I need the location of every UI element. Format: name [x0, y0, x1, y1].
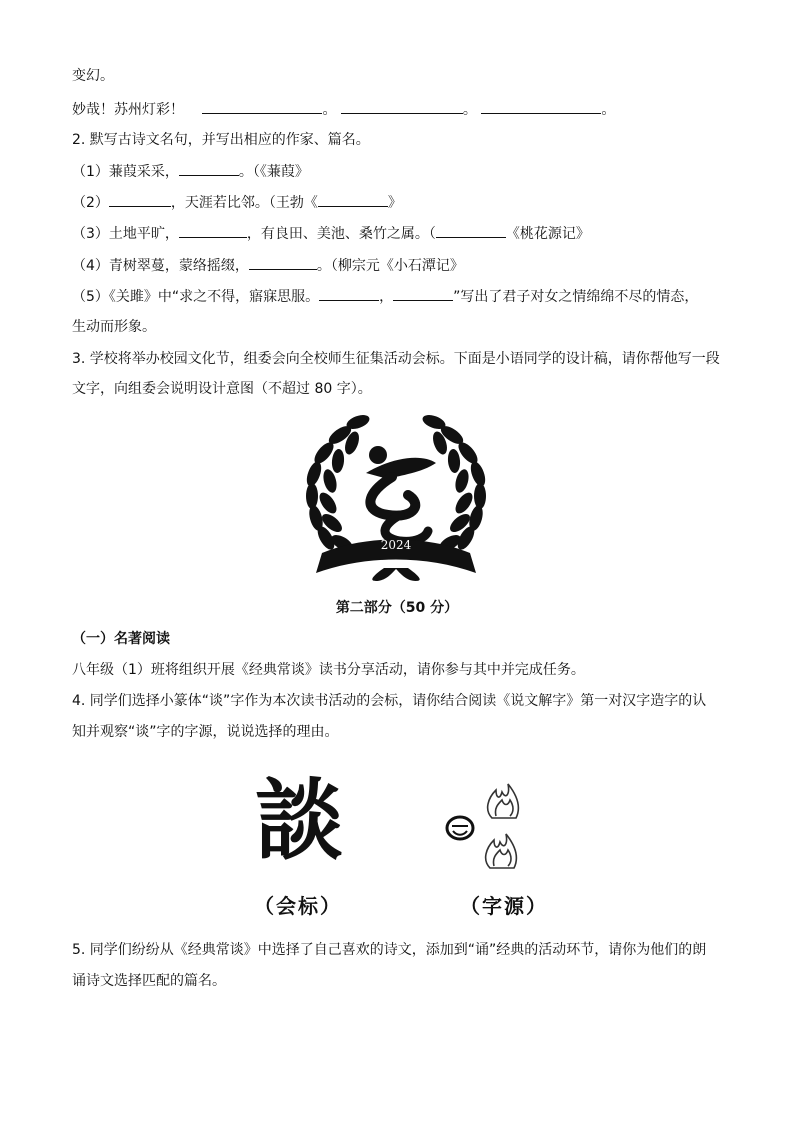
q2-item5-text: ”写出了君子对女之情绵绵不尽的情态， — [453, 289, 699, 305]
text-line — [72, 192, 402, 213]
text-line — [72, 971, 226, 991]
answer-blank[interactable] — [179, 161, 239, 176]
q3-line2: 文字，向组委会说明设计意图（不超过 80 字）。 — [72, 381, 372, 397]
mouth-icon — [447, 817, 473, 839]
caption-left — [254, 890, 342, 919]
question-title — [72, 940, 706, 960]
answer-blank[interactable] — [341, 99, 463, 114]
fire-icon — [486, 784, 519, 868]
text-line — [72, 255, 464, 276]
caption-right — [460, 890, 548, 919]
seal-character — [254, 765, 344, 875]
punctuation: 。 — [462, 102, 477, 118]
answer-blank[interactable] — [249, 255, 317, 270]
answer-blank[interactable] — [318, 192, 388, 207]
q2-item3-text: ，有良田、美池、桑竹之属。（ — [246, 226, 436, 242]
q2-title: 2. 默写古诗文名句，并写出相应的作家、篇名。 — [72, 132, 370, 148]
character-origin-image — [444, 770, 534, 880]
section-heading — [72, 629, 170, 649]
q2-item5-text: （5）《关雎》中“求之不得，寤寐思服。 — [72, 289, 320, 305]
q5-line1: 5. 同学们纷纷从《经典常谈》中选择了自己喜欢的诗文，添加到“诵”经典的活动环节，请你为他们的朗 — [72, 942, 707, 958]
q2-item1-text: （1）蒹葭采采， — [72, 164, 179, 180]
q2-item1-text: 。（《蒹葭》 — [238, 164, 309, 180]
q1-line-end: 变幻。 — [72, 68, 114, 84]
laurel-wreath-logo — [296, 403, 496, 583]
answer-blank[interactable] — [481, 99, 601, 114]
text-line — [72, 161, 309, 182]
answer-blank[interactable] — [179, 223, 247, 238]
punctuation: 。 — [322, 102, 337, 118]
part-title — [0, 597, 794, 617]
answer-blank[interactable] — [436, 223, 506, 238]
q4-line1: 4. 同学们选择小篆体“谈”字作为本次读书活动的会标，请你结合阅读《说文解字》第一对汉字造字的认 — [72, 693, 707, 709]
q2-item5-text: 生动而形象。 — [72, 319, 156, 335]
q2-item4-text: （4）青树翠蔓，蒙络摇缀， — [72, 258, 249, 274]
punctuation: 。 — [601, 102, 616, 118]
part2-title: 第二部分（50 分） — [335, 600, 459, 616]
q2-item2-text: （2） — [72, 195, 109, 211]
text-line — [72, 317, 156, 337]
text-line — [72, 379, 372, 399]
q2-item3-text: 《桃花源记》 — [505, 226, 590, 242]
q3-line1: 3. 学校将举办校园文化节，组委会向全校师生征集活动会标。下面是小语同学的设计稿，请你帮他写一段 — [72, 351, 720, 367]
answer-blank[interactable] — [319, 286, 379, 301]
caption-left-text: （会标） — [254, 894, 342, 918]
q2-item3-text: （3）土地平旷， — [72, 226, 179, 242]
text-line — [72, 66, 114, 86]
q2-item2-text: ，天涯若比邻。（王勃《 — [170, 195, 318, 211]
text-line — [72, 286, 698, 307]
text-line — [72, 722, 339, 742]
question-title — [72, 130, 370, 150]
q2-item5-text: ， — [379, 289, 394, 305]
q1-lead: 妙哉！苏州灯彩！ — [72, 102, 184, 118]
section-title: （一）名著阅读 — [72, 631, 170, 647]
text-line — [72, 660, 585, 680]
caption-right-text: （字源） — [460, 894, 548, 918]
text-line — [72, 99, 615, 120]
logo-year: 2024 — [380, 538, 412, 552]
answer-blank[interactable] — [109, 192, 171, 207]
q2-item2-text: 》 — [387, 195, 402, 211]
part2-intro: 八年级（1）班将组织开展《经典常谈》读书分享活动，请你参与其中并完成任务。 — [72, 662, 585, 678]
question-title — [72, 349, 720, 369]
answer-blank[interactable] — [393, 286, 453, 301]
text-line — [72, 223, 590, 244]
answer-blank[interactable] — [202, 99, 322, 114]
q4-line2: 知并观察“谈”字的字源，说说选择的理由。 — [72, 724, 339, 740]
seal-char-text: 談 — [254, 768, 343, 872]
q5-line2: 诵诗文选择匹配的篇名。 — [72, 973, 226, 989]
question-title — [72, 691, 706, 711]
q2-item4-text: 。（柳宗元《小石潭记》 — [316, 258, 464, 274]
